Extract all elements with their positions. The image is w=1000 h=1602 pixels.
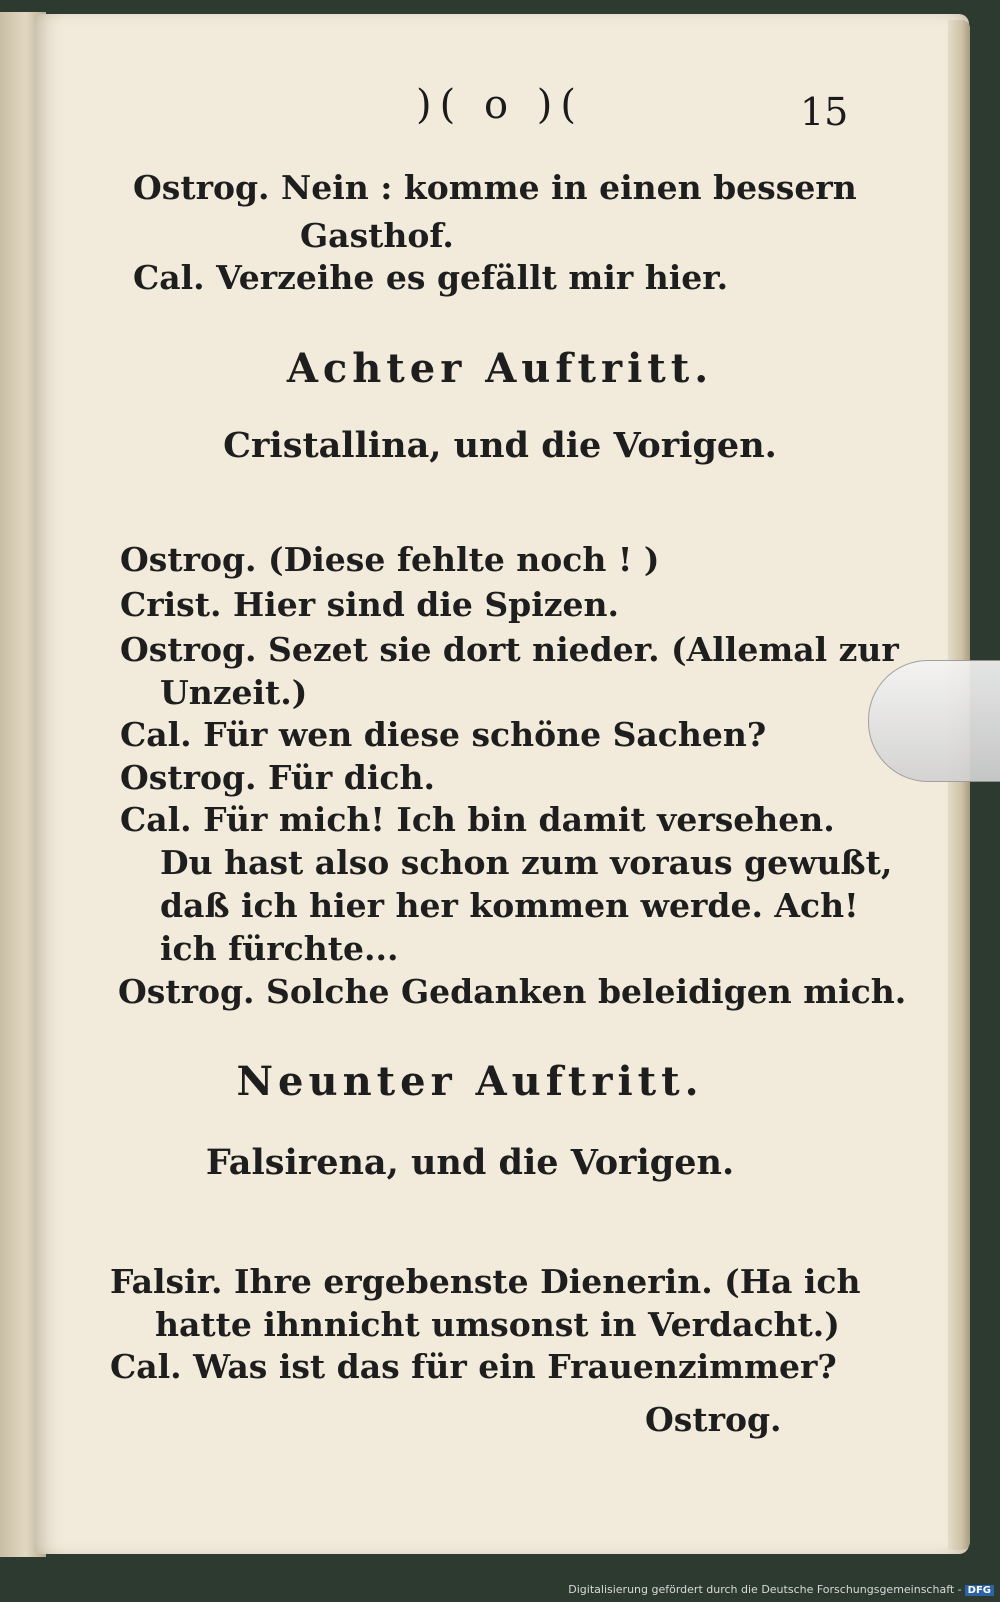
speaker-name: Ostrog. — [120, 540, 257, 579]
page-clip — [868, 660, 1000, 782]
text-line — [110, 1347, 837, 1386]
scene-heading — [180, 345, 820, 392]
line-text: Cristallina, und die Vorigen. — [223, 425, 777, 466]
text-line — [155, 1305, 840, 1344]
credit-text: Digitalisierung gefördert durch die Deutsche Forschungsgemeinschaft - — [568, 1583, 962, 1596]
speaker-name: Falsir. — [110, 1262, 223, 1301]
text-line — [160, 843, 892, 882]
speaker-name: Ostrog. — [118, 972, 255, 1011]
line-text: Gasthof. — [300, 216, 454, 255]
text-line — [160, 929, 398, 968]
text-line — [133, 258, 728, 297]
line-text: ich fürchte... — [160, 929, 399, 968]
line-text: Für wen diese schöne Sachen? — [203, 715, 767, 754]
speaker-name: Cal. — [120, 800, 192, 839]
line-text: hatte ihnnicht umsonst in Verdacht.) — [155, 1305, 840, 1344]
speaker-name: Cal. — [110, 1347, 182, 1386]
line-text: daß ich hier her kommen werde. Ach! — [160, 886, 859, 925]
text-line — [160, 673, 307, 712]
scene-heading — [150, 1058, 790, 1105]
text-line — [118, 972, 906, 1011]
speaker-name: Ostrog. — [120, 758, 257, 797]
speaker-name: Ostrog. — [133, 168, 270, 207]
catchword — [645, 1400, 782, 1439]
line-text: Nein : komme in einen bessern — [281, 168, 857, 207]
line-text: Neunter Auftritt. — [236, 1058, 704, 1105]
speaker-name: Cal. — [133, 258, 205, 297]
text-line — [133, 168, 857, 207]
dfg-badge: DFG — [965, 1585, 994, 1596]
scene-characters — [180, 425, 820, 466]
speaker-name: Cal. — [120, 715, 192, 754]
text-line — [120, 715, 766, 754]
text-line — [300, 216, 454, 255]
running-header-ornament: )( o )( — [416, 82, 584, 128]
line-text: Hier sind die Spizen. — [233, 585, 620, 624]
line-text: Falsirena, und die Vorigen. — [205, 1142, 735, 1183]
text-line — [120, 630, 899, 669]
page-stack-edge — [948, 20, 970, 1550]
line-text: Ihre ergebenste Dienerin. (Ha ich — [234, 1262, 861, 1301]
text-line — [160, 886, 859, 925]
line-text: Für dich. — [268, 758, 435, 797]
line-text: (Diese fehlte noch ! ) — [268, 540, 660, 579]
line-text: Solche Gedanken beleidigen mich. — [266, 972, 907, 1011]
page-number: 15 — [800, 90, 849, 134]
line-text: Du hast also schon zum voraus gewußt, — [160, 843, 893, 882]
speaker-name: Ostrog. — [120, 630, 257, 669]
line-text: Was ist das für ein Frauenzimmer? — [193, 1347, 837, 1386]
line-text: Für mich! Ich bin damit versehen. — [203, 800, 835, 839]
line-text: Ostrog. — [645, 1400, 782, 1439]
text-line — [120, 585, 619, 624]
line-text: Achter Auftritt. — [286, 345, 714, 392]
text-line — [120, 758, 435, 797]
line-text: Verzeihe es gefällt mir hier. — [216, 258, 729, 297]
text-line — [120, 800, 835, 839]
scene-characters — [150, 1142, 790, 1183]
line-text: Sezet sie dort nieder. (Allemal zur — [268, 630, 899, 669]
speaker-name: Crist. — [120, 585, 222, 624]
text-line — [110, 1262, 860, 1301]
digitization-credit — [568, 1583, 994, 1596]
line-text: Unzeit.) — [160, 673, 308, 712]
text-line — [120, 540, 659, 579]
